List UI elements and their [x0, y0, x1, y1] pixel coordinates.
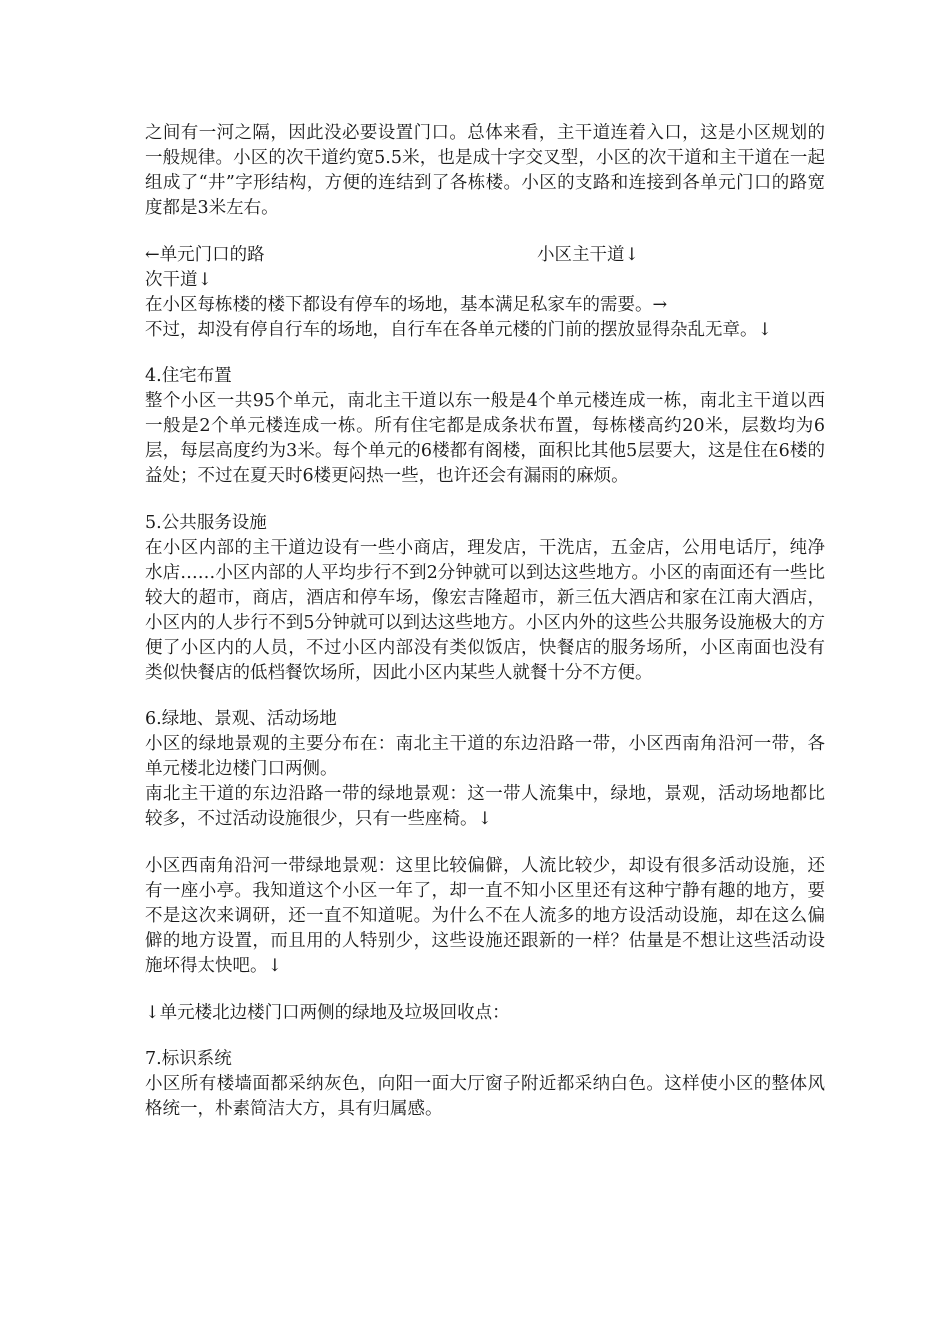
section-heading-6: 6.绿地、景观、活动场地 [145, 709, 337, 730]
photo-caption-row [145, 243, 825, 268]
section-6-caption-north-doors: ↓单元楼北边楼门口两侧的绿地及垃圾回收点： [145, 1002, 510, 1023]
parking-bike-paragraph: 不过，却没有停自行车的场地，自行车在各单元楼的门前的摆放显得杂乱无章。↓ [145, 319, 773, 340]
section-heading-5: 5.公共服务设施 [145, 512, 267, 533]
parking-car-paragraph: 在小区每栋楼的楼下都设有停车的场地，基本满足私家车的需要。→ [145, 294, 668, 315]
section-5-paragraph: 在小区内部的主干道边设有一些小商店，理发店，干洗店，五金店，公用电话厅，纯净水店……小区内部的人平均步行不到2分钟就可以到达这些地方。小区的南面还有一些比较大的超市，商店，酒店和停车场，像宏吉隆超市，新三伍大酒店和家在江南大酒店，小区内的人步行不到5分钟就可以到达这些地方。小区内外的这些公共服务设施极大的方便了小区内的人员，不过小区内部没有类似饭店，快餐店的服务场所，小区南面也没有类似快餐店的低档餐饮场所，因此小区内某些人就餐十分不方便。 [145, 537, 825, 683]
text-column [145, 121, 825, 1122]
section-6-paragraph-east-road: 南北主干道的东边沿路一带的绿地景观：这一带人流集中，绿地，景观，活动场地都比较多，不过活动设施很少，只有一些座椅。↓ [145, 784, 825, 830]
section-heading-4: 4.住宅布置 [145, 366, 232, 387]
section-7-paragraph: 小区所有楼墙面都采纳灰色，向阳一面大厅窗子附近都采纳白色。这样使小区的整体风格统一，朴素简洁大方，具有归属感。 [145, 1074, 825, 1120]
section-4-paragraph: 整个小区一共95个单元，南北主干道以东一般是4个单元楼连成一栋，南北主干道以西一般是2个单元楼连成一栋。所有住宅都是成条状布置，每栋楼高约20米，层数均为6层，每层高度约为3米。每个单元的6楼都有阁楼，面积比其他5层要大，这是住在6楼的益处；不过在夏天时6楼更闷热一些，也许还会有漏雨的麻烦。 [145, 391, 825, 487]
caption-main-road: 小区主干道↓ [537, 244, 640, 265]
intro-paragraph: 之间有一河之隔，因此没必要设置门口。总体来看，主干道连着入口，这是小区规划的一般规律。小区的次干道约宽5.5米，也是成十字交叉型，小区的次干道和主干道在一起组成了“井”字形结构，方便的连结到了各栋楼。小区的支路和连接到各单元门口的路宽度都是3米左右。 [145, 123, 825, 218]
section-6-paragraph-southwest: 小区西南角沿河一带绿地景观：这里比较偏僻，人流比较少，却设有很多活动设施，还有一座小亭。我知道这个小区一年了，却一直不知小区里还有这种宁静有趣的地方，要不是这次来调研，还一直不知道呢。为什么不在人流多的地方设活动设施，却在这么偏僻的地方设置，而且用的人特别少，这些设施还跟新的一样？估量是不想让这些活动设施坏得太快吧。↓ [145, 855, 825, 976]
section-heading-7: 7.标识系统 [145, 1049, 232, 1070]
caption-secondary-road: 次干道↓ [145, 269, 213, 290]
caption-unit-entrance-road: ←单元门口的路 [145, 244, 265, 265]
section-6-paragraph-distribution: 小区的绿地景观的主要分布在：南北主干道的东边沿路一带，小区西南角沿河一带，各单元楼北边楼门口两侧。 [145, 734, 825, 780]
